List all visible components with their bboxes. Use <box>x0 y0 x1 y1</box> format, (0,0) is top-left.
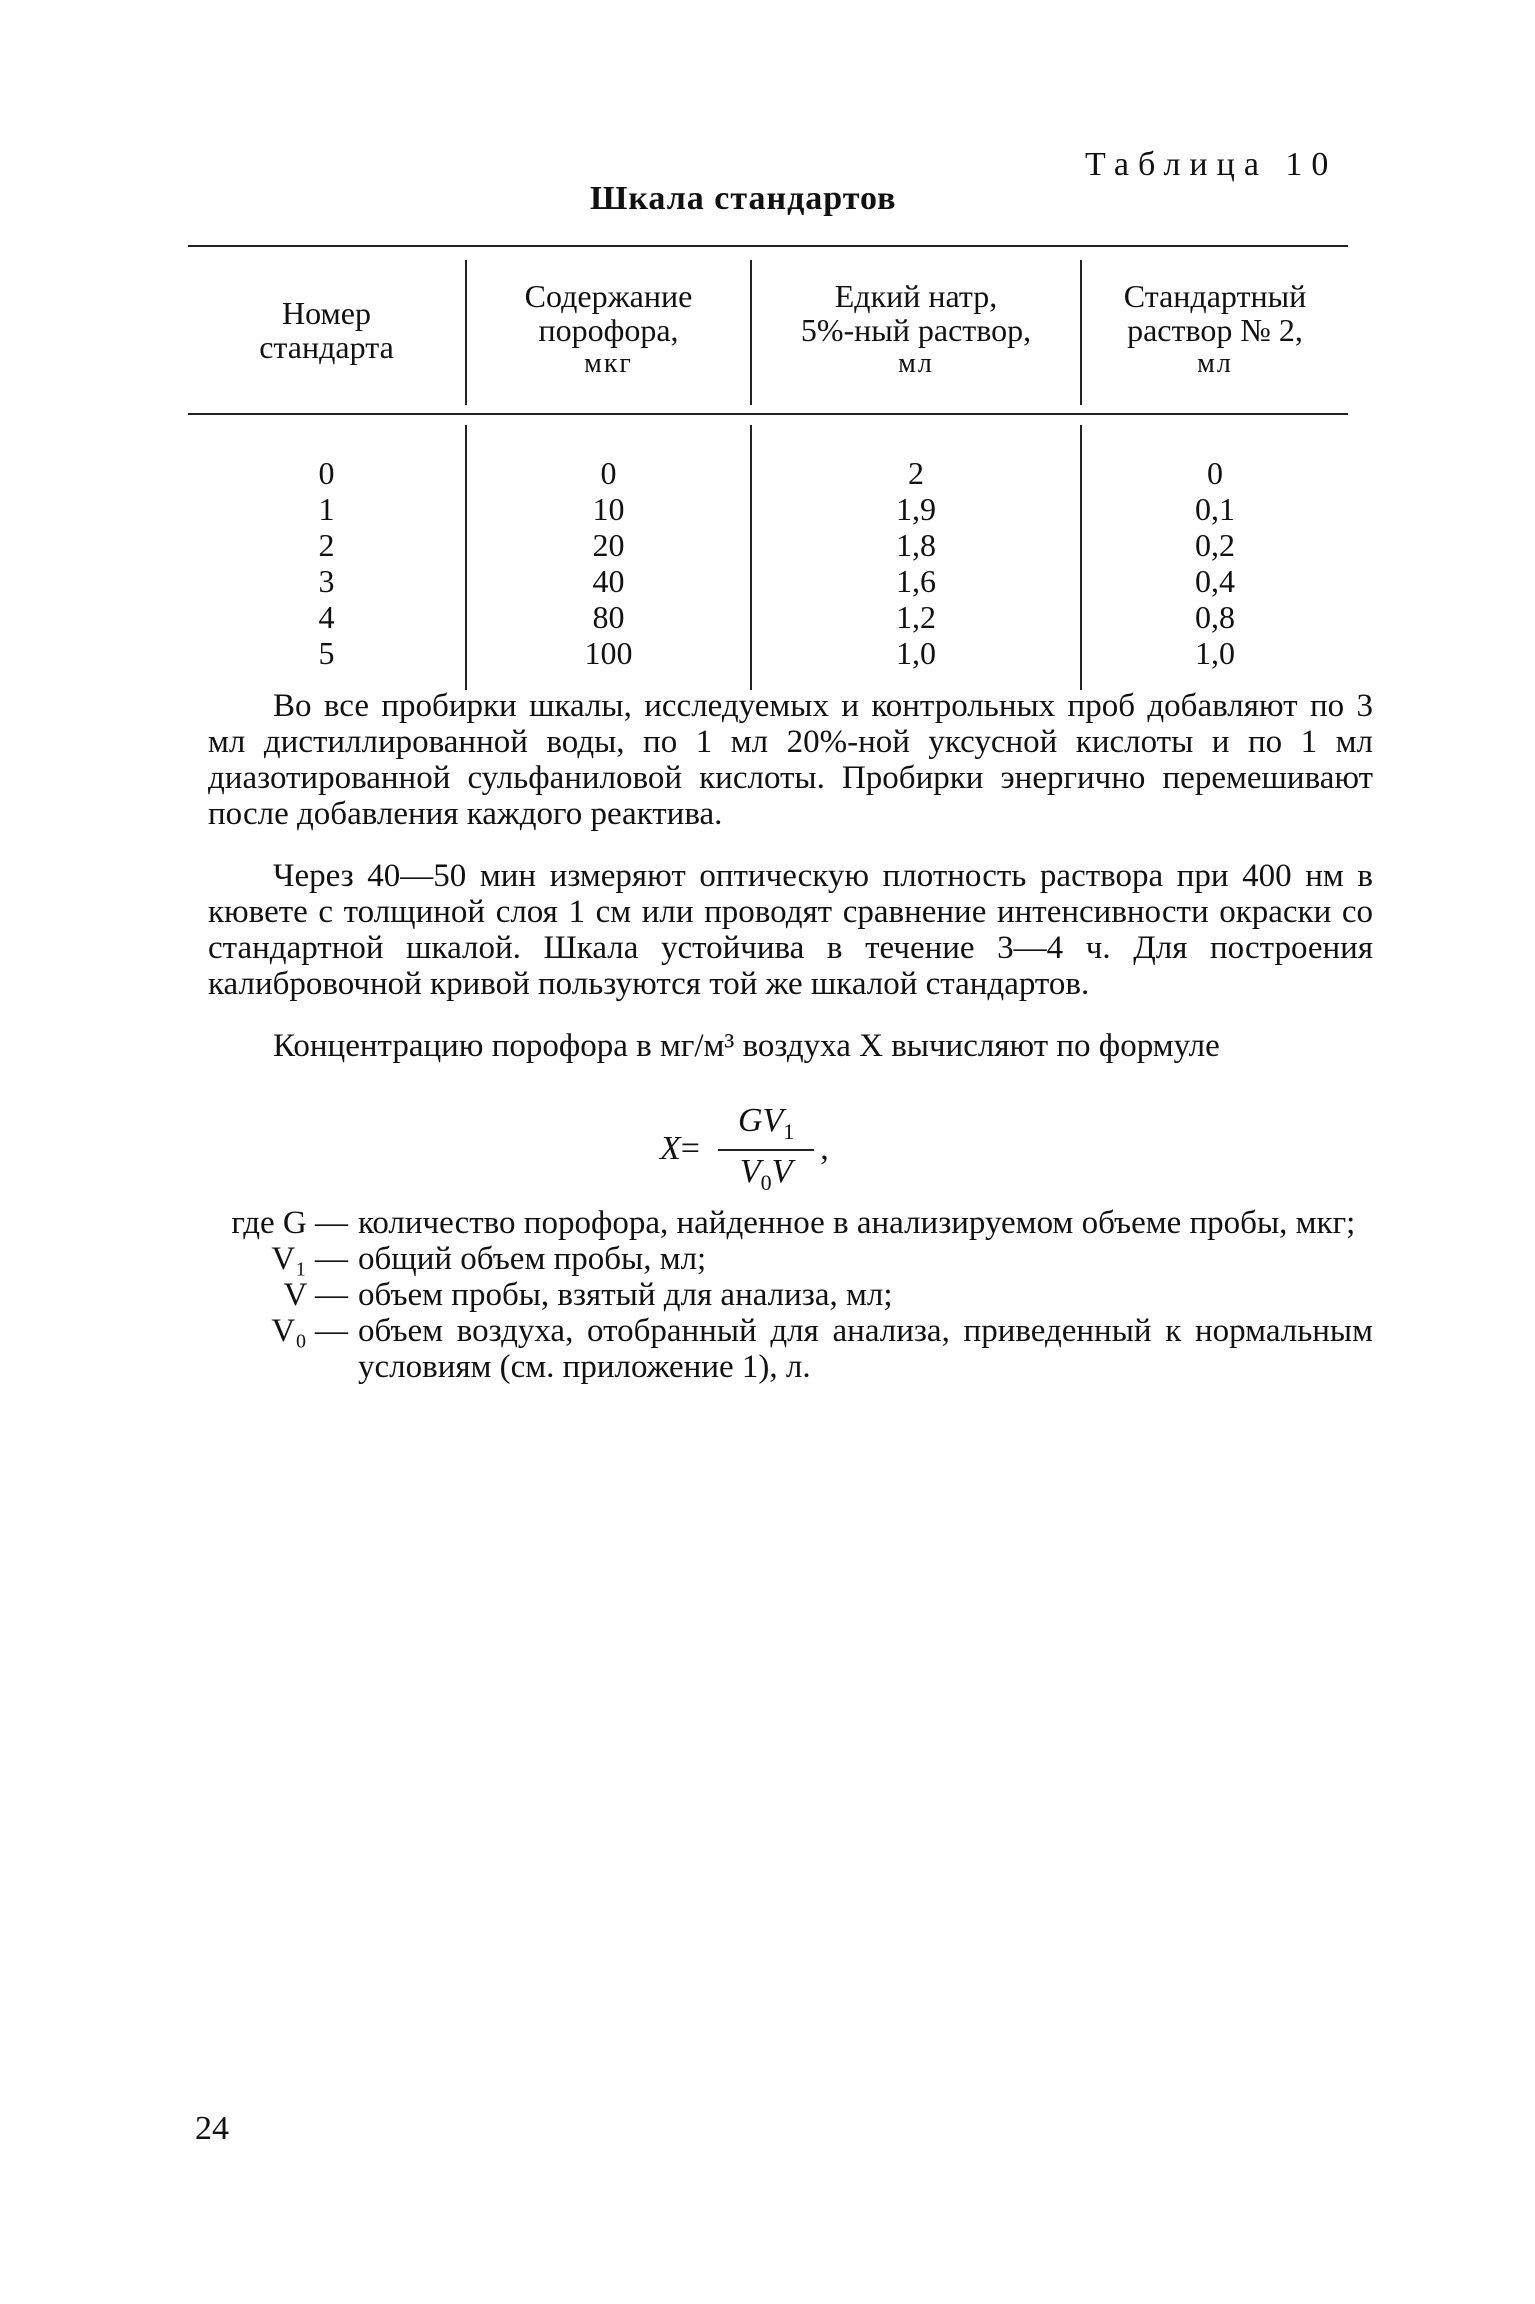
table-cell: 0,4 <box>1195 563 1235 599</box>
definition-symbol: V₁ — <box>271 1241 348 1277</box>
definition-symbol: где G — <box>231 1205 348 1241</box>
table-cell: 1,9 <box>896 491 936 527</box>
header-porofor-content: Содержание порофора, мкг <box>524 278 693 379</box>
table-cell: 0,2 <box>1195 527 1235 563</box>
table-cell: 0,8 <box>1195 599 1235 635</box>
definition-text: общий объем пробы, мл; <box>358 1241 707 1277</box>
table-cell: 1,8 <box>896 527 936 563</box>
definition-text: объем пробы, взятый для анализа, мл; <box>358 1277 893 1313</box>
definition-text: объем воздуха, отобранный для анализа, приведенный к нормальным условиям (см. приложение 1), л. <box>358 1313 1373 1385</box>
definition-item <box>208 1277 1373 1313</box>
table-cell: 1,6 <box>896 563 936 599</box>
table-cell: 1,0 <box>1195 635 1235 671</box>
paragraph-measurement: Через 40—50 мин измеряют оптическую плотность раствора при 400 нм в кювете с толщиной слоя 1 см или проводят сравнение интенсивности окраски со стандартной шкалой. Шкала устойчива в течение 3—4 ч. Для построения калибровочной кривой пользуются той же шкалой стандартов. <box>208 858 1373 1002</box>
table-cell: 1 <box>318 491 335 527</box>
definition-symbol: V₀ — <box>271 1313 348 1349</box>
column-standard-number <box>188 455 465 671</box>
header-sodium-hydroxide: Едкий натр, 5%-ный раствор, мл <box>800 278 1032 379</box>
column-sodium-hydroxide <box>752 455 1080 671</box>
table-cell: 20 <box>592 527 625 563</box>
definition-item <box>208 1241 1373 1277</box>
formula-trailing-comma: , <box>820 1129 829 1167</box>
header-standard-number: Номер стандарта <box>259 295 394 365</box>
definition-symbol: V — <box>283 1277 348 1313</box>
table-cell: 0 <box>1207 455 1223 491</box>
table-cell: 1,0 <box>896 635 936 671</box>
table-cell: 1,2 <box>896 599 936 635</box>
table-cell: 0 <box>600 455 617 491</box>
table-cell: 4 <box>318 599 335 635</box>
table-cell: 100 <box>584 635 633 671</box>
symbol-definitions <box>208 1205 1373 1385</box>
table-cell: 0,1 <box>1195 491 1235 527</box>
formula-numerator: $GV_1$ <box>718 1102 814 1151</box>
table-header-rule <box>188 413 1348 415</box>
table-cell: 3 <box>318 563 335 599</box>
paragraph-concentration: Концентрацию порофора в мг/м³ воздуха X вычисляют по формуле <box>273 1028 1220 1064</box>
table-label: Таблица 10 <box>1085 146 1338 183</box>
paragraph-reagents: Во все пробирки шкалы, исследуемых и контрольных проб добавляют по 3 мл дистиллированной воды, по 1 мл 20%-ной уксусной кислоты и по 1 мл диазотированной сульфаниловой кислоты. Пробирки энергично перемешивают после добавления каждого реактива. <box>208 688 1373 832</box>
page-number: 24 <box>195 2110 229 2147</box>
column-standard-solution <box>1082 455 1348 671</box>
table-cell: 80 <box>592 599 625 635</box>
table-cell: 10 <box>592 491 625 527</box>
table-cell: 0 <box>318 455 335 491</box>
definition-item <box>208 1313 1373 1385</box>
formula-denominator: $V_0V$ <box>739 1152 793 1195</box>
formula-equals: = <box>680 1129 700 1167</box>
table-cell: 5 <box>318 635 335 671</box>
table-cell: 40 <box>592 563 625 599</box>
column-porofor-content <box>467 455 750 671</box>
concentration-formula <box>660 1102 829 1196</box>
table-top-rule <box>188 245 1348 247</box>
formula-lhs: X <box>660 1129 681 1167</box>
table-title: Шкала стандартов <box>590 180 897 217</box>
table-cell: 2 <box>318 527 335 563</box>
header-standard-solution: Стандартный раствор № 2, мл <box>1123 278 1307 379</box>
formula-fraction <box>718 1102 814 1196</box>
definition-item <box>208 1205 1373 1241</box>
definition-text: количество порофора, найденное в анализируемом объеме пробы, мкг; <box>358 1205 1356 1241</box>
table-cell: 2 <box>908 455 924 491</box>
